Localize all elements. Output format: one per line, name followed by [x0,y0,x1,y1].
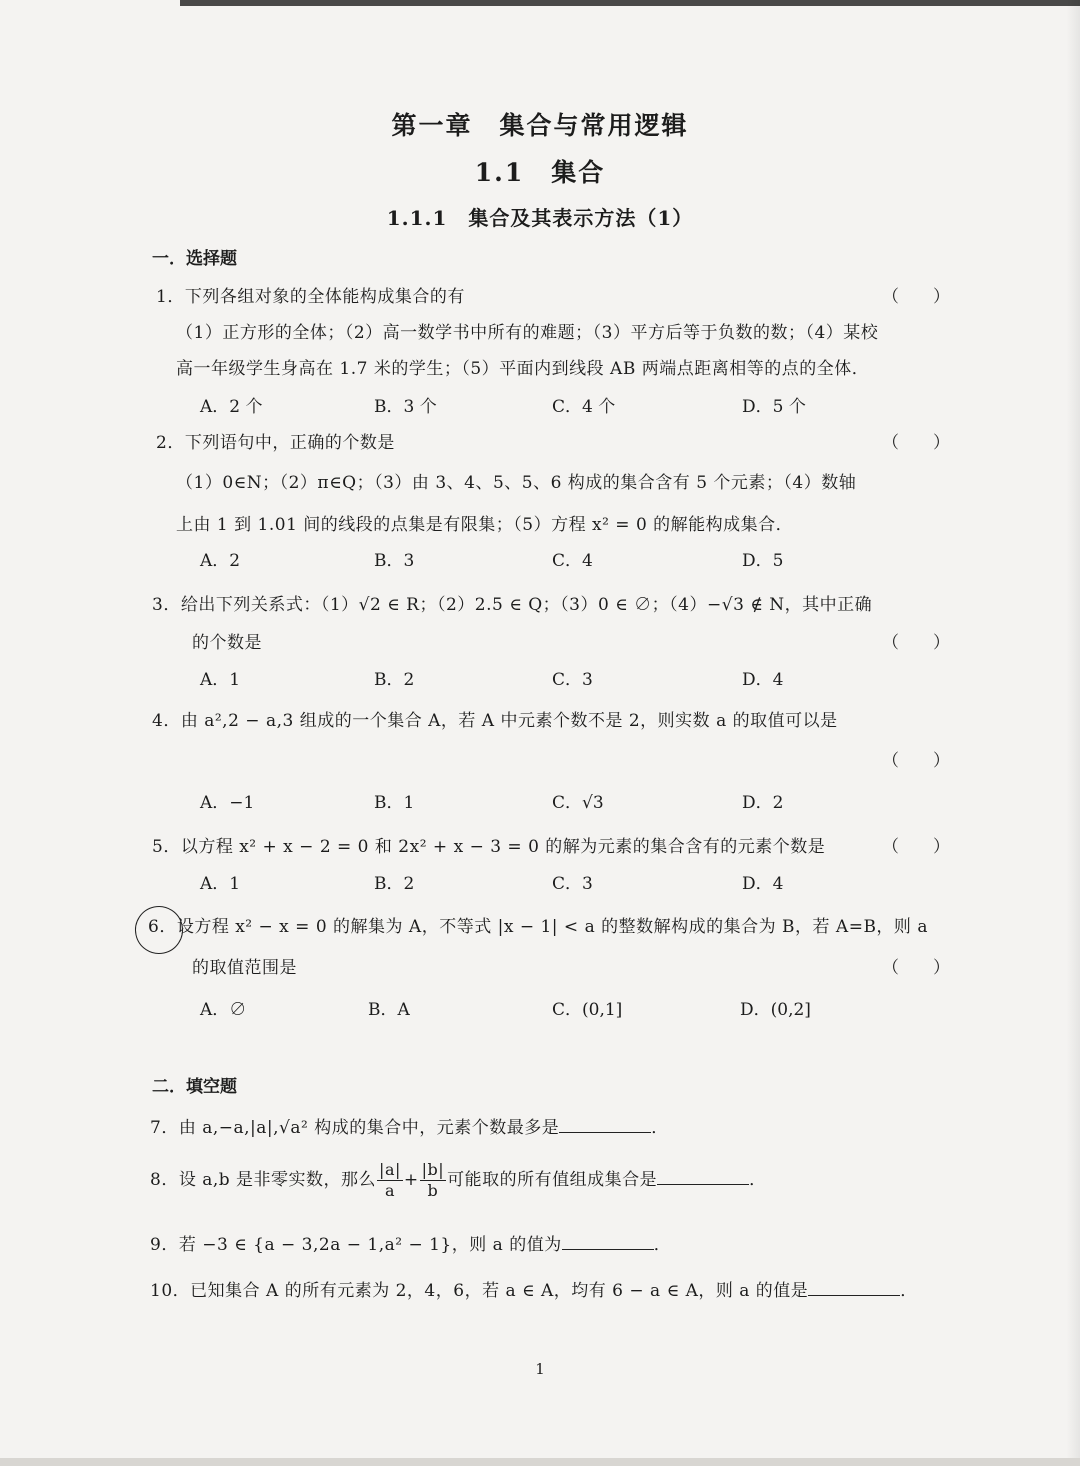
scan-top-edge [180,0,1080,6]
q7-line [150,1113,669,1138]
q9-text: 9．若 −3 ∈ {a − 3,2a − 1,a² − 1}，则 a 的值为 [150,1235,562,1255]
q6-option-b: B．A [368,1000,410,1020]
q1-option-b: B．3 个 [374,397,437,417]
q7-answer-blank[interactable] [559,1131,651,1133]
q8-text: 8．设 a,b 是非零实数，那么 [150,1170,377,1190]
q5-answer-paren: （ ） [882,837,950,857]
subsection-title: 1.1.1 集合及其表示方法（1） [386,206,694,230]
q10-text: 10．已知集合 A 的所有元素为 2，4，6，若 a ∈ A，均有 6 − a ∈ A，则 a 的值是 [150,1281,809,1301]
q8-end: ． [749,1170,767,1190]
scan-bottom-edge [0,1458,1080,1466]
q3-option-b: B．2 [374,670,415,690]
q3-option-d: D．4 [742,670,784,690]
q8-fraction-a [377,1160,403,1201]
q3-option-a: A．1 [200,670,241,690]
q1-stem: 1．下列各组对象的全体能构成集合的有 [156,287,465,307]
chapter-title: 第一章 集合与常用逻辑 [391,111,689,140]
page-number: 1 [535,1360,545,1378]
q8-fraction-b [420,1160,447,1201]
q1-line3: 高一年级学生身高在 1.7 米的学生；（5）平面内到线段 AB 两端点距离相等的点的全体． [176,359,870,379]
q9-line [150,1230,671,1255]
q1-option-d: D．5 个 [742,397,806,417]
q4-option-d: D．2 [742,793,784,813]
q5-stem: 5．以方程 x² + x − 2 = 0 和 2x² + x − 3 = 0 的解为元素的集合含有的元素个数是 [152,837,826,857]
q8-frac-b-num: |b| [421,1160,445,1179]
q3-stem: 3．给出下列关系式：（1）√2 ∈ R；（2）2.5 ∈ Q；（3）0 ∈ ∅；（4）−√3 ∉ N，其中正确 [152,595,873,615]
q10-line [150,1276,918,1301]
q5-option-c: C．3 [552,874,593,894]
q4-answer-paren: （ ） [882,751,950,771]
q9-end: ． [653,1235,672,1255]
multiple-choice-heading: 一．选择题 [152,249,237,269]
q8-answer-blank[interactable] [657,1183,749,1185]
q8-text-after: 可能取的所有值组成集合是 [447,1170,658,1190]
q2-stem: 2．下列语句中，正确的个数是 [156,433,395,453]
q3-answer-paren: （ ） [882,633,950,653]
q1-line2: （1）正方形的全体；（2）高一数学书中所有的难题；（3）平方后等于负数的数；（4）某校 [176,323,879,343]
q2-option-c: C．4 [552,551,593,571]
q4-option-b: B．1 [374,793,415,813]
q7-end: ． [651,1118,669,1138]
q6-option-d: D．(0,2] [740,1000,811,1020]
q5-option-a: A．1 [200,874,241,894]
q10-end: ． [900,1281,918,1301]
q2-line2: （1）0∈N；（2）π∈Q；（3）由 3、4、5、5、6 构成的集合含有 5 个元素；（4）数轴 [176,473,857,493]
fill-in-heading: 二．填空题 [152,1077,237,1097]
q1-answer-paren: （ ） [882,287,950,307]
q3-line2: 的个数是 [192,633,262,653]
q5-option-d: D．4 [742,874,784,894]
q7-text: 7．由 a,−a,|a|,√a² 构成的集合中，元素个数最多是 [150,1118,560,1138]
q8-line [150,1160,767,1201]
q6-option-c: C．(0,1] [552,1000,623,1020]
q5-option-b: B．2 [374,874,415,894]
q6-line2: 的取值范围是 [192,958,297,978]
q8-plus: + [403,1170,419,1190]
q2-option-a: A．2 [200,551,241,571]
q6-answer-paren: （ ） [882,958,950,978]
q2-line3: 上由 1 到 1.01 间的线段的点集是有限集；（5）方程 x² = 0 的解能构成集合． [176,515,794,535]
q2-answer-paren: （ ） [882,433,950,453]
q2-option-b: B．3 [374,551,415,571]
q8-frac-a-den: a [384,1181,395,1200]
q9-answer-blank[interactable] [562,1248,654,1250]
section-title: 1.1 集合 [474,158,606,187]
q4-option-c: C．√3 [552,793,604,813]
q4-stem: 4．由 a²,2 − a,3 组成的一个集合 A，若 A 中元素个数不是 2，则实数 a 的取值可以是 [152,711,838,731]
q6-stem: 6．设方程 x² − x = 0 的解集为 A，不等式 |x − 1| < a 的整数解构成的集合为 B，若 A=B，则 a [148,917,928,937]
q1-option-a: A．2 个 [200,397,263,417]
q10-answer-blank[interactable] [808,1294,900,1296]
q6-option-a: A．∅ [200,1000,247,1020]
q8-frac-a-num: |a| [379,1160,401,1179]
q2-option-d: D．5 [742,551,784,571]
q4-option-a: A．−1 [200,793,255,813]
q8-frac-b-den: b [427,1181,439,1200]
q1-option-c: C．4 个 [552,397,616,417]
q3-option-c: C．3 [552,670,593,690]
